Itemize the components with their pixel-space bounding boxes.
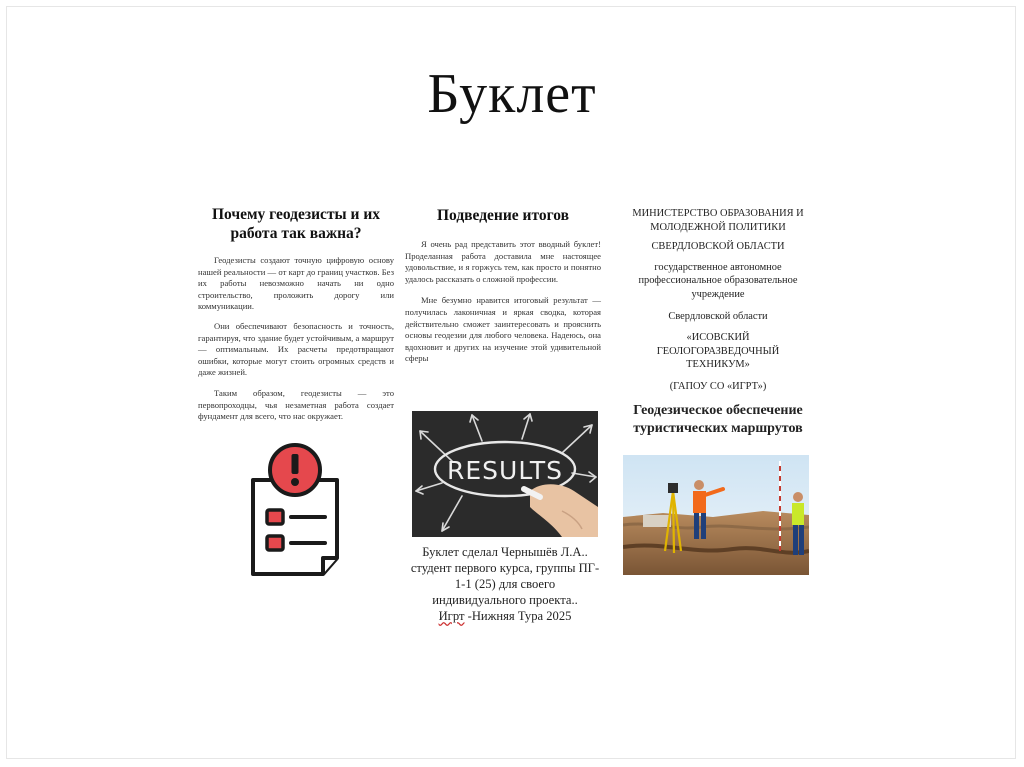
paragraph-why-1: Геодезисты создают точную цифровую основу нашей реальности — от карт до границ участков. Без их работы невозможно начать ни одно строительство, проложить дорогу или коммуникации. [198, 255, 394, 312]
paragraph-summary-2: Мне безумно нравится итоговый результат — получилась лаконичная и яркая сводка, которая действительно сможет заинтересовать и прояснить основы геодезии для любого человека. Надеюсь, она вдохновит и других на изучение этой удивительной сферы [405, 295, 601, 364]
paragraph-summary-1: Я очень рад представить этот вводный буклет! Проделанная работа доставила мне настоящее удовольствие, и я горжусь тем, как просто и понятно удалось рассказать о сложной профессии. [405, 239, 601, 284]
panel-heading-summary: Подведение итогов [436, 207, 570, 224]
checklist-alert-icon [245, 440, 345, 580]
cover-region: СВЕРДЛОВСКОЙ ОБЛАСТИ [651, 241, 785, 253]
paragraph-why-2: Они обеспечивают безопасность и точность, гарантируя, что здание будет устойчивым, а маршрут — оптимальным. Их расчеты предотвращают ошибки, которые могут стоить огромных средств и даже жизней. [198, 320, 394, 378]
booklet-panel-summary [405, 207, 601, 365]
cover-ministry-2: МОЛОДЕЖНОЙ ПОЛИТИКИ [650, 221, 786, 233]
cover-college-2: ГЕОЛОГОРАЗВЕДОЧНЫЙ [656, 345, 780, 357]
credits-line-3: 1-1 (25) для своего [454, 577, 556, 591]
cover-topic-2: туристических маршрутов [633, 420, 803, 436]
cover-oblast: Свердловской области [668, 310, 768, 322]
credits-line-4: индивидуального проекта.. [432, 593, 578, 607]
cover-state-1: государственное автономное [654, 261, 782, 273]
booklet-credits [405, 544, 605, 624]
cover-topic-1: Геодезическое обеспечение [633, 402, 803, 418]
paragraph-why-3: Таким образом, геодезисты — это первопроходцы, чья незаметная работа создает фундамент для всего, что нас окружает. [198, 387, 394, 422]
credits-line-5 [405, 608, 605, 624]
credits-line-1: Буклет сделал Чернышёв Л.А.. [422, 545, 588, 559]
credits-place-year: -Нижняя Тура 2025 [464, 609, 572, 623]
results-chalkboard-image [412, 411, 598, 537]
slide-title: Буклет [427, 63, 597, 125]
booklet-panel-cover [612, 207, 824, 438]
cover-state-3: учреждение [691, 288, 745, 300]
cover-college-3: ТЕХНИКУМ» [686, 359, 750, 371]
cover-college-1: «ИСОВСКИЙ [686, 332, 750, 344]
cover-abbreviation: (ГАПОУ СО «ИГРТ») [669, 380, 767, 392]
booklet-panel-why [198, 205, 394, 423]
panel-heading-why: Почему геодезисты и их работа так важна? [211, 206, 381, 242]
credits-line-2: студент первого курса, группы ПГ- [410, 561, 600, 575]
credits-college: Игрт [438, 609, 465, 623]
cover-ministry-1: МИНИСТЕРСТВО ОБРАЗОВАНИЯ И [632, 208, 804, 219]
results-word: RESULTS [447, 456, 563, 485]
cover-state-2: профессиональное образовательное [638, 275, 798, 287]
surveyors-photo [623, 455, 809, 575]
